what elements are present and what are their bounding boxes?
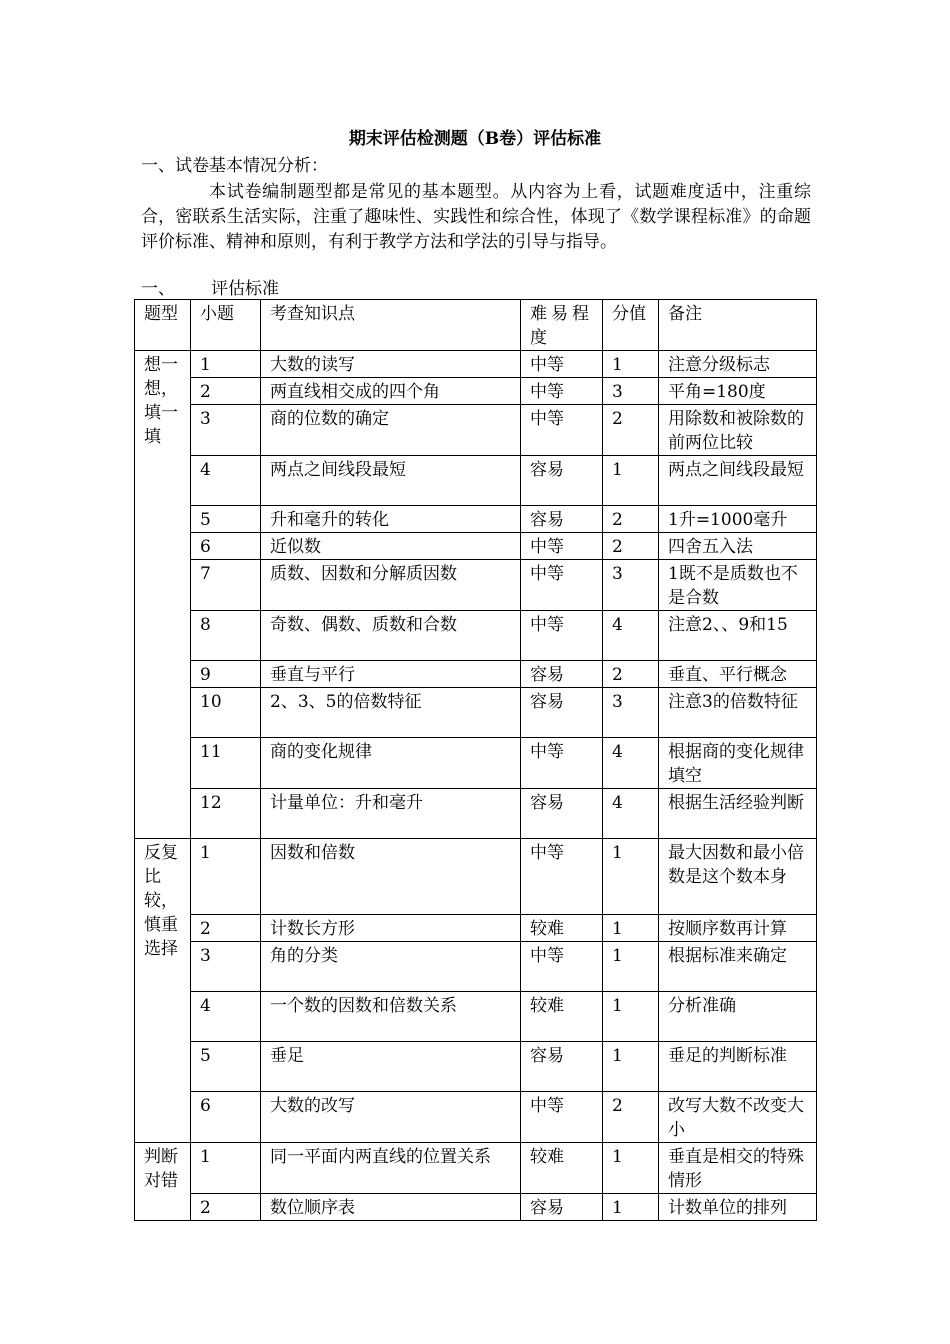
item-number-cell: 3 <box>191 405 261 456</box>
topic-cell: 角的分类 <box>261 942 521 992</box>
table-header-row <box>135 300 817 351</box>
difficulty-cell: 中等 <box>521 942 603 992</box>
score-cell: 2 <box>603 506 659 533</box>
table-row <box>135 1042 817 1092</box>
note-cell: 两点之间线段最短 <box>659 456 817 506</box>
section2-heading: 评估标准 <box>211 279 279 299</box>
topic-cell: 升和毫升的转化 <box>261 506 521 533</box>
section1-paragraph: 本试卷编制题型都是常见的基本题型。从内容为上看，试题难度适中，注重综合，密联系生活实际，注重了趣味性、实践性和综合性，体现了《数学课程标准》的命题评价标准、精神和原则，有利于教学方法和学法的引导与指导。 <box>141 182 811 252</box>
score-cell: 2 <box>603 661 659 688</box>
note-cell: 注意2、、9和15 <box>659 611 817 661</box>
difficulty-cell: 较难 <box>521 992 603 1042</box>
section2-number: 一、 <box>141 279 175 299</box>
item-number-cell: 11 <box>191 738 261 789</box>
topic-cell: 商的变化规律 <box>261 738 521 789</box>
table-row <box>135 456 817 506</box>
score-cell: 4 <box>603 789 659 839</box>
score-cell: 2 <box>603 405 659 456</box>
item-number-cell: 10 <box>191 688 261 738</box>
note-cell: 计数单位的排列 <box>659 1194 817 1221</box>
note-cell: 平角=180度 <box>659 378 817 405</box>
note-cell: 最大因数和最小倍数是这个数本身 <box>659 839 817 915</box>
score-cell: 2 <box>603 533 659 560</box>
header-cell: 难易程度 <box>521 300 603 351</box>
header-cell: 分值 <box>603 300 659 351</box>
note-cell: 垂直是相交的特殊情形 <box>659 1143 817 1194</box>
topic-cell: 一个数的因数和倍数关系 <box>261 992 521 1042</box>
topic-cell: 近似数 <box>261 533 521 560</box>
evaluation-table <box>134 299 817 1221</box>
score-cell: 1 <box>603 942 659 992</box>
note-cell: 根据标准来确定 <box>659 942 817 992</box>
question-type-cell: 反复比较，慎重选择 <box>135 839 191 1143</box>
difficulty-cell: 容易 <box>521 661 603 688</box>
difficulty-cell: 容易 <box>521 789 603 839</box>
item-number-cell: 3 <box>191 942 261 992</box>
note-cell: 1既不是质数也不是合数 <box>659 560 817 611</box>
note-cell: 注意3的倍数特征 <box>659 688 817 738</box>
table-row <box>135 688 817 738</box>
difficulty-cell: 容易 <box>521 1042 603 1092</box>
topic-cell: 商的位数的确定 <box>261 405 521 456</box>
difficulty-cell: 中等 <box>521 378 603 405</box>
note-cell: 垂足的判断标准 <box>659 1042 817 1092</box>
question-type-cell: 想一想，填一填 <box>135 351 191 839</box>
topic-cell: 大数的改写 <box>261 1092 521 1143</box>
score-cell: 1 <box>603 351 659 378</box>
topic-cell: 大数的读写 <box>261 351 521 378</box>
topic-cell: 计量单位：升和毫升 <box>261 789 521 839</box>
note-cell: 用除数和被除数的前两位比较 <box>659 405 817 456</box>
topic-cell: 垂直与平行 <box>261 661 521 688</box>
score-cell: 1 <box>603 456 659 506</box>
header-cell: 备注 <box>659 300 817 351</box>
topic-cell: 两直线相交成的四个角 <box>261 378 521 405</box>
item-number-cell: 2 <box>191 378 261 405</box>
item-number-cell: 5 <box>191 506 261 533</box>
header-cell: 考查知识点 <box>261 300 521 351</box>
note-cell: 四舍五入法 <box>659 533 817 560</box>
table-row <box>135 378 817 405</box>
section1-heading: 一、试卷基本情况分析： <box>141 156 328 176</box>
table-row <box>135 839 817 915</box>
topic-cell: 计数长方形 <box>261 915 521 942</box>
difficulty-cell: 中等 <box>521 1092 603 1143</box>
item-number-cell: 1 <box>191 1143 261 1194</box>
item-number-cell: 9 <box>191 661 261 688</box>
score-cell: 1 <box>603 839 659 915</box>
topic-cell: 数位顺序表 <box>261 1194 521 1221</box>
topic-cell: 因数和倍数 <box>261 839 521 915</box>
topic-cell: 2、3、5的倍数特征 <box>261 688 521 738</box>
note-cell: 改写大数不改变大小 <box>659 1092 817 1143</box>
score-cell: 3 <box>603 378 659 405</box>
topic-cell: 同一平面内两直线的位置关系 <box>261 1143 521 1194</box>
item-number-cell: 5 <box>191 1042 261 1092</box>
score-cell: 4 <box>603 611 659 661</box>
note-cell: 分析准确 <box>659 992 817 1042</box>
difficulty-cell: 容易 <box>521 1194 603 1221</box>
score-cell: 1 <box>603 1143 659 1194</box>
score-cell: 3 <box>603 688 659 738</box>
difficulty-cell: 中等 <box>521 611 603 661</box>
item-number-cell: 7 <box>191 560 261 611</box>
difficulty-cell: 中等 <box>521 533 603 560</box>
header-cell: 题型 <box>135 300 191 351</box>
score-cell: 1 <box>603 1194 659 1221</box>
note-cell: 根据商的变化规律填空 <box>659 738 817 789</box>
difficulty-cell: 中等 <box>521 560 603 611</box>
item-number-cell: 1 <box>191 351 261 378</box>
score-cell: 3 <box>603 560 659 611</box>
note-cell: 根据生活经验判断 <box>659 789 817 839</box>
difficulty-cell: 中等 <box>521 738 603 789</box>
item-number-cell: 6 <box>191 1092 261 1143</box>
table-row <box>135 1194 817 1221</box>
table-row <box>135 661 817 688</box>
difficulty-cell: 容易 <box>521 688 603 738</box>
score-cell: 1 <box>603 915 659 942</box>
item-number-cell: 8 <box>191 611 261 661</box>
table-row <box>135 560 817 611</box>
item-number-cell: 4 <box>191 456 261 506</box>
table-row <box>135 506 817 533</box>
score-cell: 1 <box>603 992 659 1042</box>
table-row <box>135 738 817 789</box>
item-number-cell: 2 <box>191 1194 261 1221</box>
table-row <box>135 942 817 992</box>
topic-cell: 质数、因数和分解质因数 <box>261 560 521 611</box>
item-number-cell: 1 <box>191 839 261 915</box>
difficulty-cell: 中等 <box>521 839 603 915</box>
score-cell: 2 <box>603 1092 659 1143</box>
note-cell: 1升=1000毫升 <box>659 506 817 533</box>
note-cell: 注意分级标志 <box>659 351 817 378</box>
topic-cell: 奇数、偶数、质数和合数 <box>261 611 521 661</box>
table-row <box>135 351 817 378</box>
document-title: 期末评估检测题（B卷）评估标准 <box>348 129 602 149</box>
table-row <box>135 992 817 1042</box>
difficulty-cell: 容易 <box>521 506 603 533</box>
item-number-cell: 2 <box>191 915 261 942</box>
table-row <box>135 915 817 942</box>
difficulty-cell: 容易 <box>521 456 603 506</box>
header-cell: 小题 <box>191 300 261 351</box>
table-row <box>135 1143 817 1194</box>
note-cell: 垂直、平行概念 <box>659 661 817 688</box>
difficulty-cell: 中等 <box>521 351 603 378</box>
table-row <box>135 533 817 560</box>
table-row <box>135 611 817 661</box>
item-number-cell: 4 <box>191 992 261 1042</box>
score-cell: 1 <box>603 1042 659 1092</box>
score-cell: 4 <box>603 738 659 789</box>
difficulty-cell: 较难 <box>521 915 603 942</box>
item-number-cell: 12 <box>191 789 261 839</box>
question-type-cell: 判断对错 <box>135 1143 191 1221</box>
table-row <box>135 789 817 839</box>
table-row <box>135 1092 817 1143</box>
table-row <box>135 405 817 456</box>
item-number-cell: 6 <box>191 533 261 560</box>
note-cell: 按顺序数再计算 <box>659 915 817 942</box>
topic-cell: 垂足 <box>261 1042 521 1092</box>
topic-cell: 两点之间线段最短 <box>261 456 521 506</box>
difficulty-cell: 中等 <box>521 405 603 456</box>
difficulty-cell: 较难 <box>521 1143 603 1194</box>
